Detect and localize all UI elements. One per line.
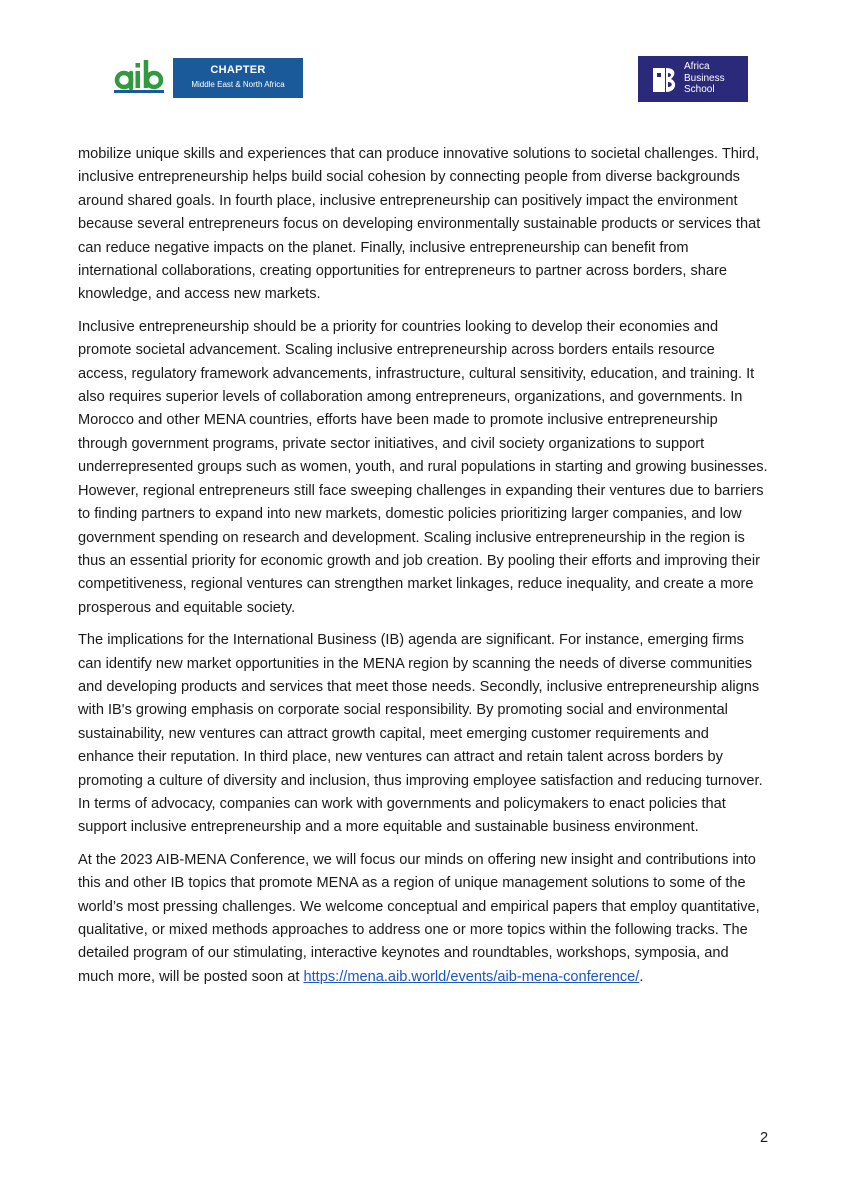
paragraph-4 bbox=[78, 849, 768, 989]
africa-business-school-logo bbox=[638, 56, 748, 102]
abs-emblem-icon bbox=[651, 65, 679, 95]
paragraph-2: Inclusive entrepreneurship should be a priority for countries looking to develop their economies and promote societal advancement. Scaling inclusive entrepreneurship across borders entails resource access, regulatory framework advancements, infrastructure, cultural sensitivity, education, and training. It also requires superior levels of collaboration among entrepreneurs, organizations, and governments. In Morocco and other MENA countries, efforts have been made to promote inclusive entrepreneurship through government programs, private sector initiatives, and civil society organizations to support underrepresented groups such as women, youth, and rural populations in starting and growing businesses. However, regional entrepreneurs still face sweeping challenges in expanding their ventures due to barriers to finding partners to expand into new markets, domestic policies prioritizing larger companies, and low government spending on research and development. Scaling inclusive entrepreneurship in the region is thus an essential priority for economic growth and job creation. By pooling their efforts and improving their competitiveness, regional ventures can strengthen market linkages, reduce inequality, and create a more prosperous and equitable society. bbox=[78, 318, 768, 616]
abs-wordmark bbox=[684, 61, 725, 96]
link-trailing-period: . bbox=[639, 968, 644, 985]
conference-link[interactable]: https://mena.aib.world/events/aib-mena-conference/ bbox=[303, 968, 640, 985]
body-text bbox=[78, 143, 768, 998]
abs-word-school: School bbox=[684, 84, 715, 95]
aib-logo bbox=[114, 58, 168, 94]
chapter-badge bbox=[173, 58, 303, 98]
page-number: 2 bbox=[760, 1130, 769, 1146]
chapter-region: Middle East & North Africa bbox=[191, 80, 285, 89]
page-header bbox=[0, 52, 848, 112]
abs-word-business: Business bbox=[684, 72, 725, 84]
abs-word-africa: Africa bbox=[684, 61, 710, 72]
paragraph-3: The implications for the International Business (IB) agenda are significant. For instance, emerging firms can identify new market opportunities in the MENA region by scanning the needs of diverse communities and developing products and services that meet those needs. Secondly, inclusive entrepreneurship aligns with IB's growing emphasis on corporate social responsibility. By promoting social and environmental sustainability, new ventures can attract growth capital, meet emerging customer requirements and enhance their reputation. In third place, new ventures can attract and retain talent across borders by promoting a culture of diversity and inclusion, thus improving employee satisfaction and reducing turnover. In terms of advocacy, companies can work with governments and policymakers to enact policies that support inclusive entrepreneurship and a more equitable and sustainable business environment. bbox=[78, 632, 763, 836]
chapter-title: CHAPTER bbox=[210, 64, 266, 76]
paragraph-4-text: At the 2023 AIB-MENA Conference, we will focus our minds on offering new insight and contributions into this and other IB topics that promote MENA as a region of unique management solutions to some of the world’s most pressing challenges. We welcome conceptual and empirical papers that employ quantitative, qualitative, or mixed methods approaches to address one or more topics within the following tracks. The detailed program of our stimulating, interactive keynotes and roundtables, workshops, symposia, and much more, will be posted soon at bbox=[78, 851, 760, 985]
paragraph-1: mobilize unique skills and experiences that can produce innovative solutions to societal challenges. Third, inclusive entrepreneurship helps build social cohesion by connecting people from diverse backgrounds around shared goals. In fourth place, inclusive entrepreneurship can positively impact the environment because several entrepreneurs focus on developing environmentally sustainable products or services that can reduce negative impacts on the planet. Finally, inclusive entrepreneurship can benefit from international collaborations, creating opportunities for entrepreneurs to partner across borders, share knowledge, and access new markets. bbox=[78, 146, 761, 303]
